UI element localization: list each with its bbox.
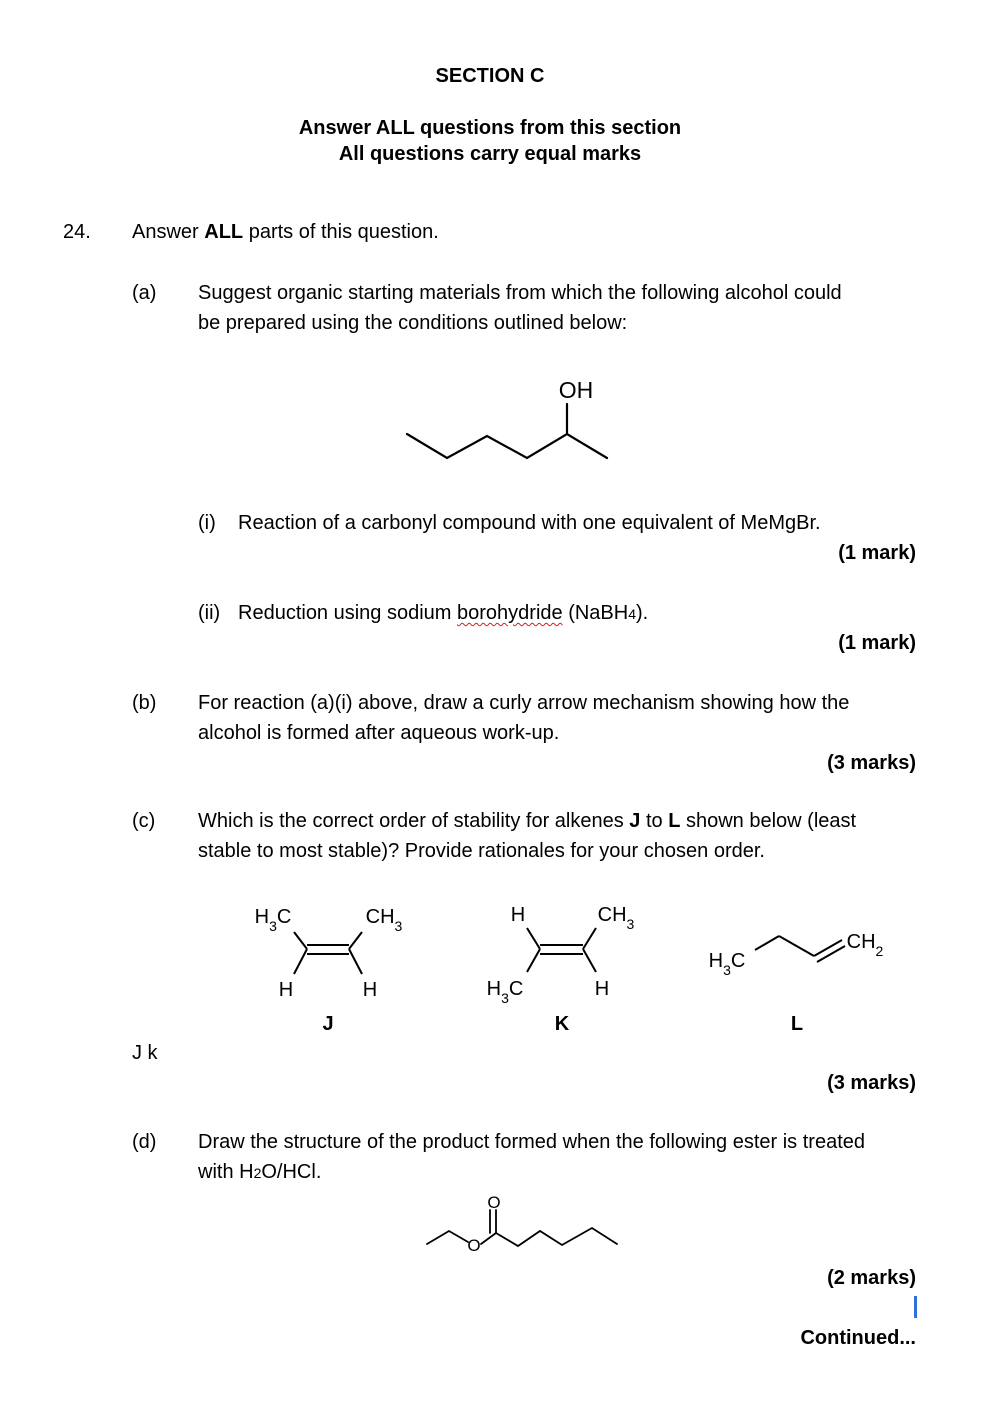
part-d-subscript: 2 <box>253 1165 262 1181</box>
part-a-ii-label: (ii) <box>198 602 221 624</box>
alkene-J-bottom-right: H <box>362 979 378 1001</box>
part-b-label: (b) <box>132 692 157 714</box>
intro-text: Answer <box>132 221 205 243</box>
part-a-ii-end: ). <box>636 602 649 624</box>
part-a-ii-subscript: 4 <box>628 606 637 622</box>
question-number: 24. <box>63 221 91 243</box>
instruction-line-2: All questions carry equal marks <box>338 143 642 165</box>
alkene-J <box>294 932 362 974</box>
part-b-marks: (3 marks) <box>827 752 916 774</box>
instruction-line-1: Answer ALL questions from this section <box>298 117 682 139</box>
part-a-line-1: Suggest organic starting materials from which the following alcohol could <box>198 282 842 304</box>
part-c-bold-l: L <box>668 810 681 832</box>
alkene-K-name: K <box>554 1013 570 1035</box>
part-d-line-1: Draw the structure of the product formed when the following ester is treated <box>198 1131 866 1153</box>
part-a-ii-text-start: Reduction using sodium <box>238 602 458 624</box>
part-a-ii-text <box>238 598 648 629</box>
part-b-line-1: For reaction (a)(i) above, draw a curly arrow mechanism showing how the <box>198 692 850 714</box>
part-a-ii-formula: (NaBH <box>562 602 629 624</box>
part-c-text-a: Which is the correct order of stability for alkenes <box>198 810 630 832</box>
part-c-text-b: to <box>640 810 669 832</box>
alkene-J-bottom-left: H <box>278 979 294 1001</box>
part-d-marks: (2 marks) <box>827 1267 916 1289</box>
spellcheck-word[interactable]: borohydride <box>457 602 563 624</box>
ester-acyl-chain <box>496 1228 617 1246</box>
section-title: SECTION C <box>435 65 545 87</box>
alkene-L-name: L <box>790 1013 804 1035</box>
part-c-marks: (3 marks) <box>827 1072 916 1094</box>
part-d-text-b: O/HCl. <box>261 1161 322 1183</box>
part-d-line-2 <box>198 1157 321 1188</box>
typed-answer[interactable]: J k <box>132 1042 158 1064</box>
part-c-line-2: stable to most stable)? Provide rationales for your chosen order. <box>198 840 765 862</box>
alkene-L-right: $CH_2$ <box>846 931 884 959</box>
part-c-text-c: shown below (least <box>680 810 857 832</box>
alcohol-chain <box>407 434 607 458</box>
alkene-L <box>755 936 845 962</box>
alkene-K <box>527 928 596 972</box>
ester-structure <box>427 1210 617 1246</box>
part-a-ii-marks: (1 mark) <box>838 632 916 654</box>
intro-text-end: parts of this question. <box>243 221 439 243</box>
part-c-bold-j: J <box>629 810 641 832</box>
alkene-J-top-left: $H_3C$ <box>254 906 292 934</box>
part-c-label: (c) <box>132 810 156 832</box>
alkene-K-top-left: H <box>510 904 526 926</box>
ester-carbonyl-o: O <box>487 1193 501 1212</box>
alkene-J-top-right: $CH_3$ <box>365 906 403 934</box>
part-a-i-label: (i) <box>198 512 216 534</box>
intro-bold: ALL <box>204 221 244 243</box>
part-a-label: (a) <box>132 282 157 304</box>
alcohol-structure <box>407 404 607 458</box>
ester-ether-o: O <box>467 1236 481 1255</box>
part-a-i-text: Reaction of a carbonyl compound with one equivalent of MeMgBr. <box>238 512 821 534</box>
alkene-K-bottom-left: $H_3C$ <box>486 978 524 1006</box>
part-b-line-2: alcohol is formed after aqueous work-up. <box>198 722 560 744</box>
part-a-i-marks: (1 mark) <box>838 542 916 564</box>
ester-ethyl <box>427 1231 468 1244</box>
text-cursor[interactable] <box>914 1296 917 1318</box>
alkene-J-name: J <box>322 1013 334 1035</box>
alkene-L-left: $H_3C$ <box>708 950 746 978</box>
continued-label: Continued... <box>800 1327 916 1349</box>
alkene-K-bottom-right: H <box>594 978 610 1000</box>
part-d-text-a: with H <box>198 1161 254 1183</box>
alcohol-oh-label: OH <box>558 377 594 403</box>
ester-o-c-bond <box>481 1233 496 1244</box>
part-c-line-1 <box>198 806 856 836</box>
alkene-K-top-right: $CH_3$ <box>597 904 635 932</box>
part-d-label: (d) <box>132 1131 157 1153</box>
part-a-line-2: be prepared using the conditions outlined below: <box>198 312 628 334</box>
